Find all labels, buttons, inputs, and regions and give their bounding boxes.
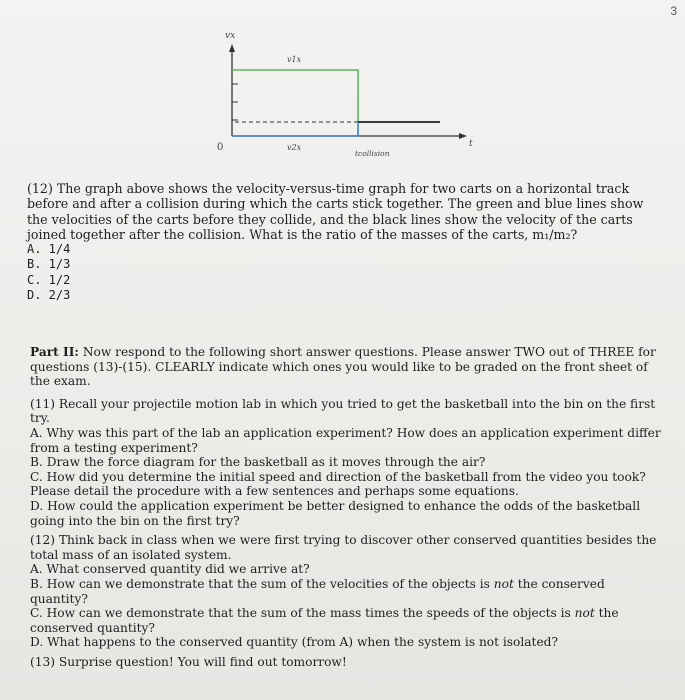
question-12-b-em: not — [493, 576, 514, 591]
choice-b[interactable]: B. 1/3 — [27, 257, 71, 272]
choice-c[interactable]: C. 1/2 — [27, 272, 71, 287]
question-11 — [30, 397, 665, 528]
question-12-a: A. What conserved quantity did we arrive at? — [30, 562, 310, 577]
part-2-section — [30, 345, 665, 674]
question-11-a: A. Why was this part of the lab an application experiment? How does an application experiment differ from a testing experiment? — [30, 425, 661, 455]
y-axis-label — [225, 31, 235, 41]
answer-choices — [27, 242, 667, 303]
question-12-c — [30, 606, 665, 635]
part-2-heading: Part II: — [30, 345, 79, 359]
part-2-intro — [30, 345, 665, 389]
question-12-d: D. What happens to the conserved quantity (from A) when the system is not isolated? — [30, 635, 559, 650]
origin-label: 0 — [217, 142, 224, 153]
question-12-c-post: the conserved quantity? — [30, 606, 619, 635]
question-12-b — [30, 577, 665, 606]
page-number: 3 — [670, 4, 677, 18]
question-13 — [30, 655, 665, 670]
choice-a[interactable]: A. 1/4 — [27, 242, 71, 257]
question-11-title: (11) Recall your projectile motion lab in which you tried to get the basketball into the bin on the first try. — [30, 396, 656, 426]
question-12-c-em: not — [574, 606, 595, 621]
green-velocity-line — [232, 70, 358, 122]
question-12-c-pre: C. How can we demonstrate that the sum of the mass times the speeds of the objects is — [30, 606, 575, 621]
velocity-time-graph — [195, 22, 485, 172]
question-12-multiple-choice — [27, 181, 667, 303]
x-axis-label: t — [469, 139, 473, 149]
choice-d[interactable]: D. 2/3 — [27, 288, 71, 303]
question-13-text: (13) Surprise question! You will find out tomorrow! — [30, 654, 347, 669]
question-11-d: D. How could the application experiment be better designed to enhance the odds of the basketball going into the bin on the first try? — [30, 498, 641, 528]
blue-velocity-line — [232, 122, 358, 136]
question-12-title: (12) Think back in class when we were first trying to discover other conserved quantities besides the total mass of an isolated system. — [30, 533, 657, 562]
blue-line-label: v2x — [287, 143, 302, 152]
x-axis-arrow-icon — [459, 133, 467, 139]
question-12-b-post: the conserved quantity? — [30, 576, 605, 606]
question-12-b-pre: B. How can we demonstrate that the sum of the velocities of the objects is — [30, 576, 494, 591]
question-12-text: (12) The graph above shows the velocity-versus-time graph for two carts on a horizontal track before and after a collision during which the carts stick together. The green and blue lines show the velocities of the carts before they collide, and the black lines show the velocity of the carts joined together after the collision. What is the ratio of the masses of the carts, m₁/m₂? — [27, 181, 644, 242]
question-12-short — [30, 533, 665, 650]
y-axis-label-text: vx — [225, 31, 236, 41]
question-11-c: C. How did you determine the initial speed and direction of the basketball from the video you took? Please detail the procedure with a few sentences and perhaps some equations. — [30, 469, 646, 499]
collision-label: tcollision — [355, 149, 390, 158]
y-axis-arrow-icon — [229, 44, 235, 52]
green-line-label: v1x — [287, 55, 302, 64]
question-11-b: B. Draw the force diagram for the basketball as it moves through the air? — [30, 455, 486, 470]
part-2-intro-text: Now respond to the following short answer questions. Please answer TWO out of THREE for questions (13)-(15). CLEARLY indicate which ones you would like to be graded on the front sheet of the exam. — [30, 345, 656, 389]
